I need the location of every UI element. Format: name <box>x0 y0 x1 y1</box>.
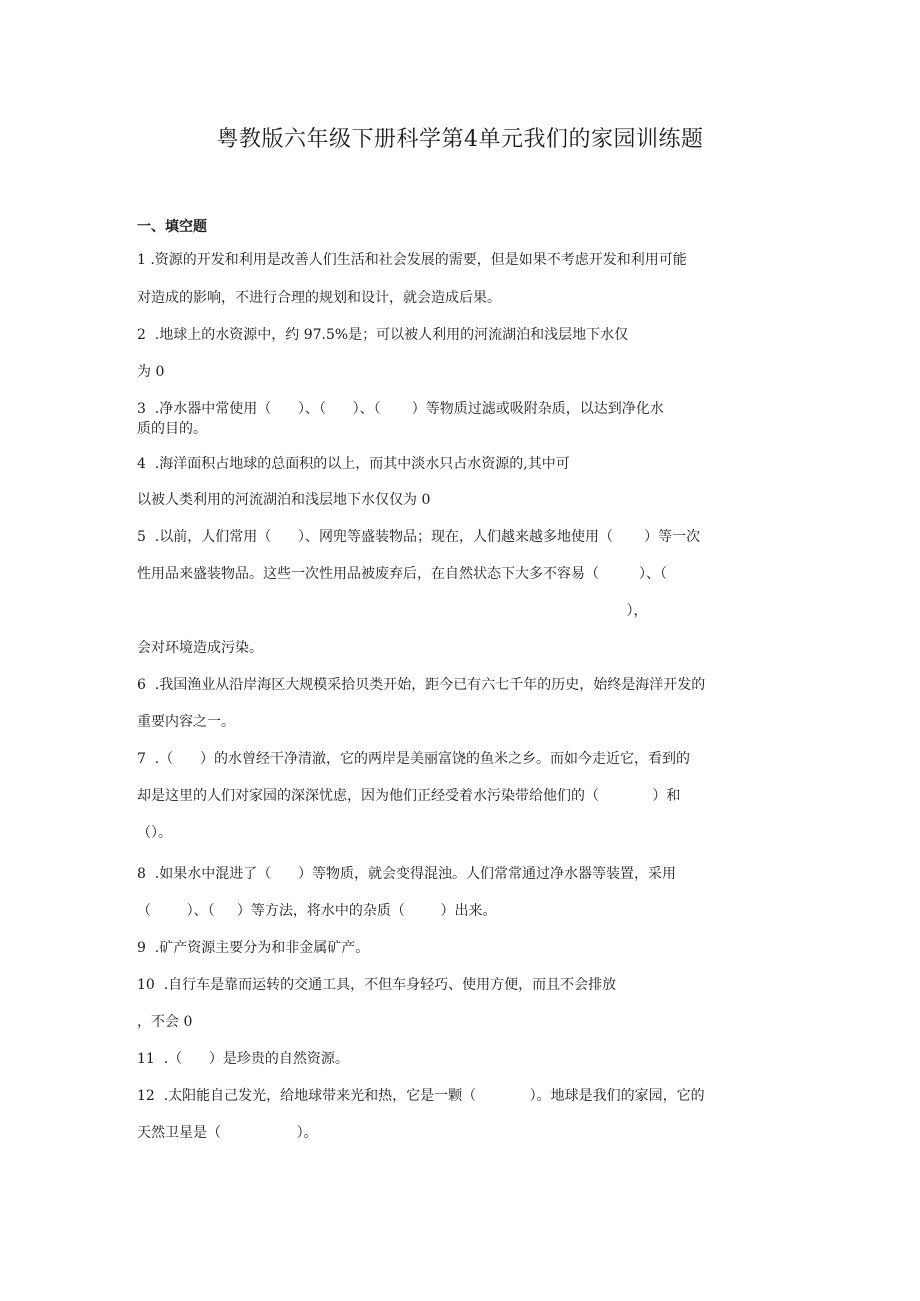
question-12-line-2: 天然卫星是（ ）。 <box>137 1125 318 1141</box>
question-5-line-2: 性用品来盛装物品。这些一次性用品被废弃后，在自然状态下大多不容易（ ）、（ <box>137 566 668 582</box>
question-7-line-3: （）。 <box>137 825 172 841</box>
section-heading: 一、填空题 <box>137 219 207 235</box>
question-3-line-2: 质的目的。 <box>137 421 207 437</box>
question-8-line-1: 8 .如果水中混进了（ ）等物质，就会变得混浊。人们常常通过净水器等装置，采用 <box>137 866 676 882</box>
question-6-line-2: 重要内容之一。 <box>137 714 235 730</box>
question-10-line-2: ，不会 0 <box>137 1014 193 1030</box>
question-8-line-2: （ ）、（ ）等方法，将水中的杂质（ ）出来。 <box>137 903 497 919</box>
question-1-line-1: 1 .资源的开发和利用是改善人们生活和社会发展的需要，但是如果不考虑开发和利用可能 <box>137 252 687 268</box>
question-7-line-2: 却是这里的人们对家园的深深忧虑，因为他们正经受着水污染带给他们的（ ）和 <box>137 788 681 804</box>
question-4-line-1: 4 .海洋面积占地球的总面积的以上，而其中淡水只占水资源的,其中可 <box>137 456 570 472</box>
question-3-line-1: 3 .净水器中常使用（ ）、（ ）、（ ）等物质过滤或吸附杂质，以达到净化水 <box>137 401 664 417</box>
question-11-line-1: 11 .（ ）是珍贵的自然资源。 <box>137 1051 349 1067</box>
question-5-line-3: ）， <box>137 603 648 619</box>
question-2-line-1: 2 .地球上的水资源中，约 97.5%是；可以被人利用的河流湖泊和浅层地下水仅 <box>137 327 629 343</box>
question-7-line-1: 7 .（ ）的水曾经干净清澈，它的两岸是美丽富饶的鱼米之乡。而如今走近它，看到的 <box>137 751 690 767</box>
question-9-line-1: 9 .矿产资源主要分为和非金属矿产。 <box>137 940 370 956</box>
question-5-line-1: 5 .以前，人们常用（ ）、网兜等盛装物品；现在，人们越来越多地使用（ ）等一次 <box>137 529 701 545</box>
document-title: 粤教版六年级下册科学第4单元我们的家园训练题 <box>216 127 704 152</box>
question-5-line-4: 会对环境造成污染。 <box>137 640 263 656</box>
question-12-line-1: 12 .太阳能自己发光，给地球带来光和热，它是一颗（ ）。地球是我们的家园，它的 <box>137 1088 705 1104</box>
question-4-line-2: 以被人类利用的河流湖泊和浅层地下水仅仅为 0 <box>137 492 431 508</box>
question-2-line-2: 为 0 <box>137 364 165 380</box>
question-10-line-1: 10 .自行车是靠而运转的交通工具，不但车身轻巧、使用方便，而且不会排放 <box>137 977 617 993</box>
question-1-line-2: 对造成的影响，不进行合理的规划和设计，就会造成后果。 <box>137 290 501 306</box>
question-6-line-1: 6 .我国渔业从沿岸海区大规模采拾贝类开始，距今已有六七千年的历史，始终是海洋开发的 <box>137 677 706 693</box>
